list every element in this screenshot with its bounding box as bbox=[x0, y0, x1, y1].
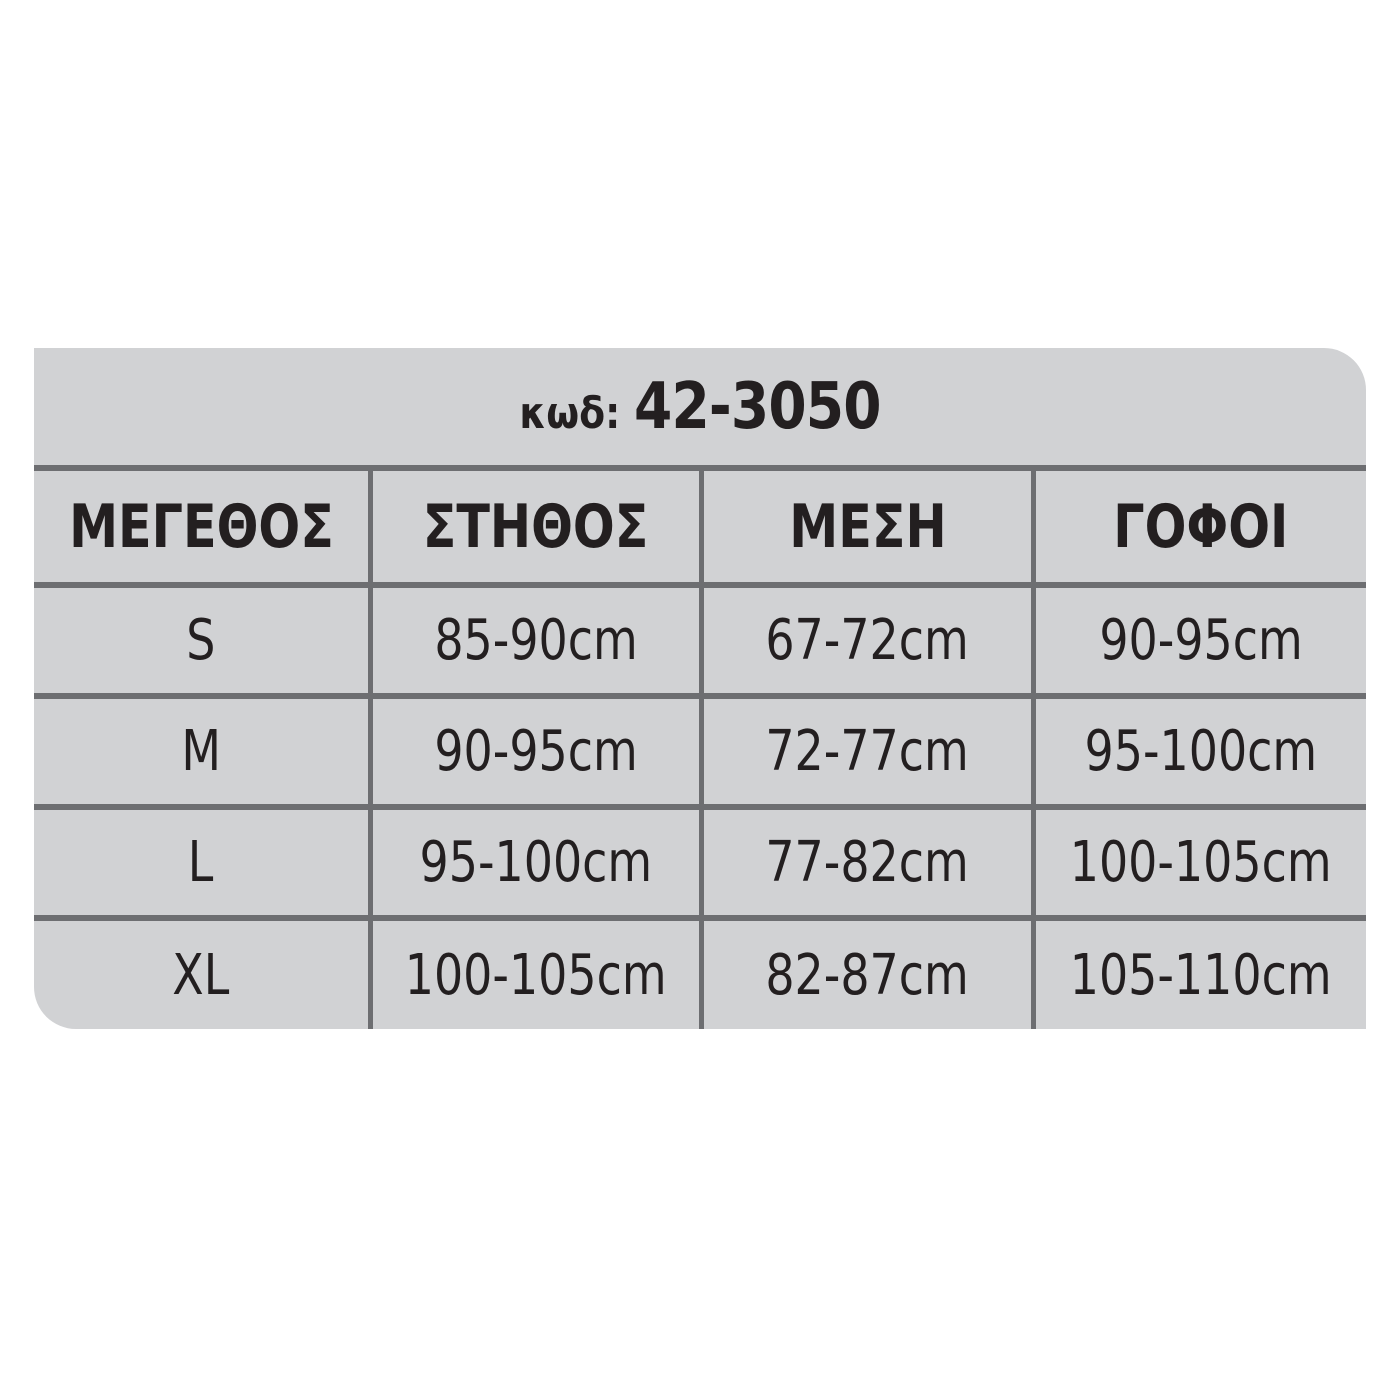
hips-cell: 90-95cm bbox=[1099, 608, 1303, 673]
waist-cell: 72-77cm bbox=[765, 719, 970, 784]
size-cell: L bbox=[188, 830, 214, 895]
hips-cell: 95-100cm bbox=[1084, 719, 1318, 784]
chest-cell: 100-105cm bbox=[405, 942, 667, 1008]
product-code-label: κωδ: bbox=[519, 387, 621, 439]
waist-cell: 77-82cm bbox=[765, 830, 970, 895]
size-cell: S bbox=[186, 608, 216, 673]
product-code-value: 42-3050 bbox=[634, 370, 881, 444]
waist-cell: 67-72cm bbox=[765, 608, 970, 673]
waist-cell: 82-87cm bbox=[765, 942, 970, 1008]
hips-cell: 100-105cm bbox=[1070, 830, 1332, 895]
size-cell: M bbox=[181, 719, 221, 784]
hips-cell: 105-110cm bbox=[1070, 942, 1332, 1008]
product-code bbox=[127, 348, 1273, 466]
chest-cell: 95-100cm bbox=[419, 830, 653, 895]
size-chart-panel bbox=[34, 348, 1366, 1029]
header-hips: ΓΟΦΟΙ bbox=[1113, 491, 1289, 562]
size-cell: XL bbox=[172, 942, 230, 1008]
header-size: ΜΕΓΕΘΟΣ bbox=[68, 491, 334, 562]
chest-cell: 90-95cm bbox=[434, 719, 638, 784]
header-waist: ΜΕΣΗ bbox=[788, 491, 947, 562]
header-chest: ΣΤΗΘΟΣ bbox=[423, 491, 649, 562]
chest-cell: 85-90cm bbox=[434, 608, 638, 673]
